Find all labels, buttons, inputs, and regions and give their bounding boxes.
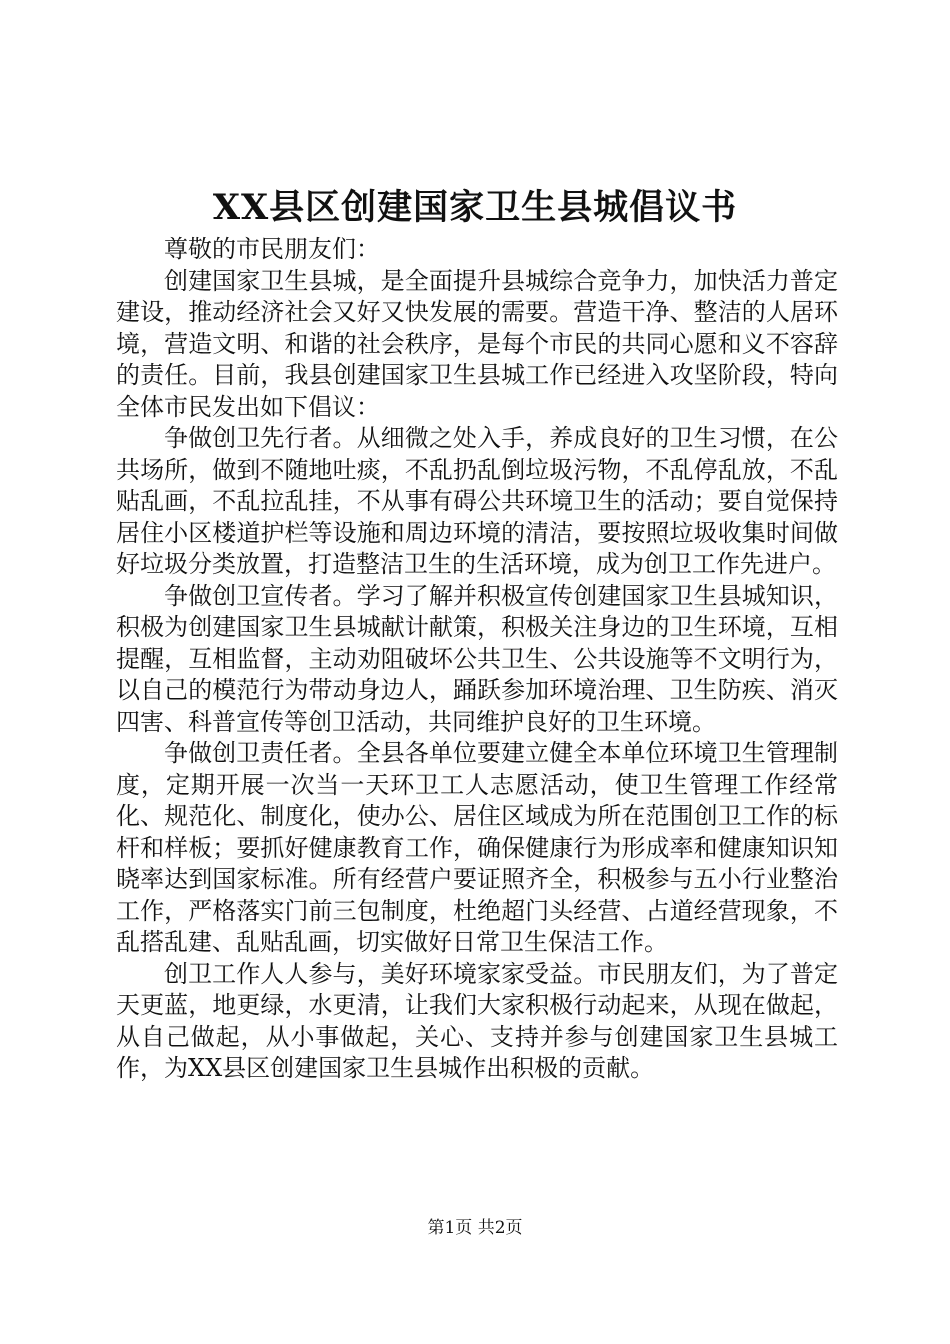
- paragraph-responsible: 争做创卫责任者。全县各单位要建立健全本单位环境卫生管理制度，定期开展一次当一天环卫工人志愿活动，使卫生管理工作经常化、规范化、制度化，使办公、居住区域成为所在范围创卫工作的标杆和样板；要抓好健康教育工作，确保健康行为形成率和健康知识知晓率达到国家标准。所有经营户要证照齐全，积极参与五小行业整治工作，严格落实门前三包制度，杜绝超门头经营、占道经营现象，不乱搭乱建、乱贴乱画，切实做好日常卫生保洁工作。: [116, 739, 838, 956]
- document-body: [116, 234, 838, 1085]
- document-title: XX县区创建国家卫生县城倡议书: [212, 187, 738, 228]
- paragraph-pioneer: 争做创卫先行者。从细微之处入手，养成良好的卫生习惯，在公共场所，做到不随地吐痰，不乱扔乱倒垃圾污物，不乱停乱放，不乱贴乱画，不乱拉乱挂，不从事有碍公共环境卫生的活动；要自觉保持居住小区楼道护栏等设施和周边环境的清洁，要按照垃圾收集时间做好垃圾分类放置，打造整洁卫生的生活环境，成为创卫工作先进户。: [116, 424, 838, 578]
- paragraph-promoter: 争做创卫宣传者。学习了解并积极宣传创建国家卫生县城知识，积极为创建国家卫生县城献计献策，积极关注身边的卫生环境，互相提醒，互相监督，主动劝阻破坏公共卫生、公共设施等不文明行为，以自己的模范行为带动身边人，踊跃参加环境治理、卫生防疾、消灭四害、科普宣传等创卫活动，共同维护良好的卫生环境。: [116, 581, 838, 736]
- page-number-footer: 第1页 共2页: [427, 1218, 523, 1238]
- salutation: 尊敬的市民朋友们：: [164, 235, 380, 263]
- paragraph-intro: 创建国家卫生县城，是全面提升县城综合竞争力，加快活力普定建设，推动经济社会又好又快发展的需要。营造干净、整洁的人居环境，营造文明、和谐的社会秩序，是每个市民的共同心愿和义不容辞的责任。目前，我县创建国家卫生县城工作已经进入攻坚阶段，特向全体市民发出如下倡议：: [116, 266, 838, 421]
- paragraph-closing: 创卫工作人人参与，美好环境家家受益。市民朋友们，为了普定天更蓝，地更绿，水更清，让我们大家积极行动起来，从现在做起，从自己做起，从小事做起，关心、支持并参与创建国家卫生县城工作，为XX县区创建国家卫生县城作出积极的贡献。: [116, 959, 838, 1082]
